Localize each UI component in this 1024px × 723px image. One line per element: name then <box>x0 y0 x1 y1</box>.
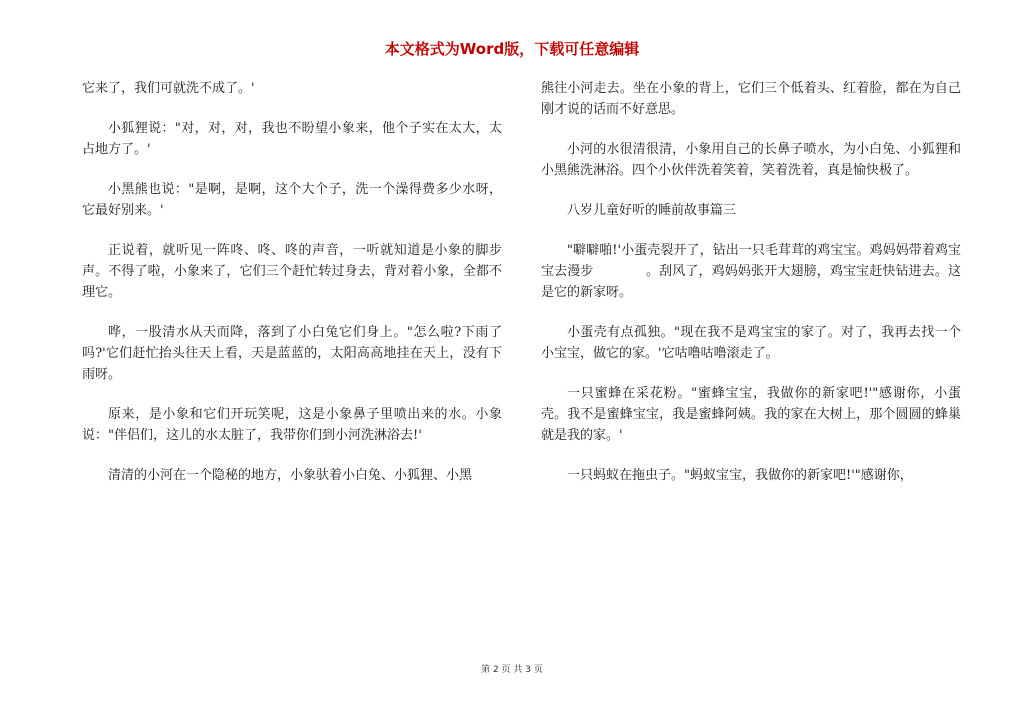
paragraph: 小狐狸说："对，对，对，我也不盼望小象来，他个子实在太大，太占地方了。' <box>82 121 502 157</box>
paragraph: 哗，一股清水从天而降，落到了小白兔它们身上。"怎么啦?下雨了吗?'它们赶忙抬头往天上看，天是蓝蓝的，太阳高高地挂在天上，没有下雨呀。 <box>82 325 502 382</box>
paragraph: 它来了，我们可就洗不成了。' <box>82 81 255 96</box>
right-column <box>541 78 961 505</box>
page-number: 第 2 页 共 3 页 <box>481 665 543 675</box>
paragraph: "噼噼啪!'小蛋壳裂开了，钻出一只毛茸茸的鸡宝宝。鸡妈妈带着鸡宝宝去漫步 。刮风了，鸡妈妈张开大翅膀，鸡宝宝赶快钻进去。这是它的新家呀。 <box>541 243 961 300</box>
document-banner: 本文格式为Word版，下载可任意编辑 <box>384 40 640 58</box>
section-heading: 八岁儿童好听的睡前故事篇三 <box>567 203 737 218</box>
paragraph: 小河的水很清很清，小象用自己的长鼻子喷水，为小白兔、小狐狸和小黑熊洗淋浴。四个小伙伴洗着笑着，笑着洗着，真是愉快极了。 <box>541 142 961 178</box>
paragraph: 一只蚂蚁在拖虫子。"蚂蚁宝宝，我做你的新家吧!'"感谢你， <box>567 468 913 483</box>
paragraph: 小蛋壳有点孤独。"现在我不是鸡宝宝的家了。对了，我再去找一个小宝宝，做它的家。'它咕噜咕噜滚走了。 <box>541 325 961 361</box>
left-column <box>82 78 502 505</box>
paragraph: 原来，是小象和它们开玩笑呢，这是小象鼻子里喷出来的水。小象说："伴侣们，这儿的水太脏了，我带你们到小河洗淋浴去!' <box>82 407 502 443</box>
paragraph: 正说着，就听见一阵咚、咚、咚的声音，一听就知道是小象的脚步声。不得了啦，小象来了，它们三个赶忙转过身去，背对着小象，全都不理它。 <box>82 243 502 300</box>
paragraph: 清清的小河在一个隐秘的地方，小象驮着小白兔、小狐狸、小黑 <box>108 468 473 483</box>
paragraph: 一只蜜蜂在采花粉。"蜜蜂宝宝，我做你的新家吧!'"感谢你，小蛋壳。我不是蜜蜂宝宝，我是蜜蜂阿姨。我的家在大树上，那个圆圆的蜂巢就是我的家。' <box>541 386 961 443</box>
paragraph: 熊往小河走去。坐在小象的背上，它们三个低着头、红着脸，都在为自己刚才说的话而不好意思。 <box>541 81 961 117</box>
paragraph: 小黑熊也说："是啊，是啊，这个大个子，洗一个澡得费多少水呀，它最好别来。' <box>82 182 502 218</box>
